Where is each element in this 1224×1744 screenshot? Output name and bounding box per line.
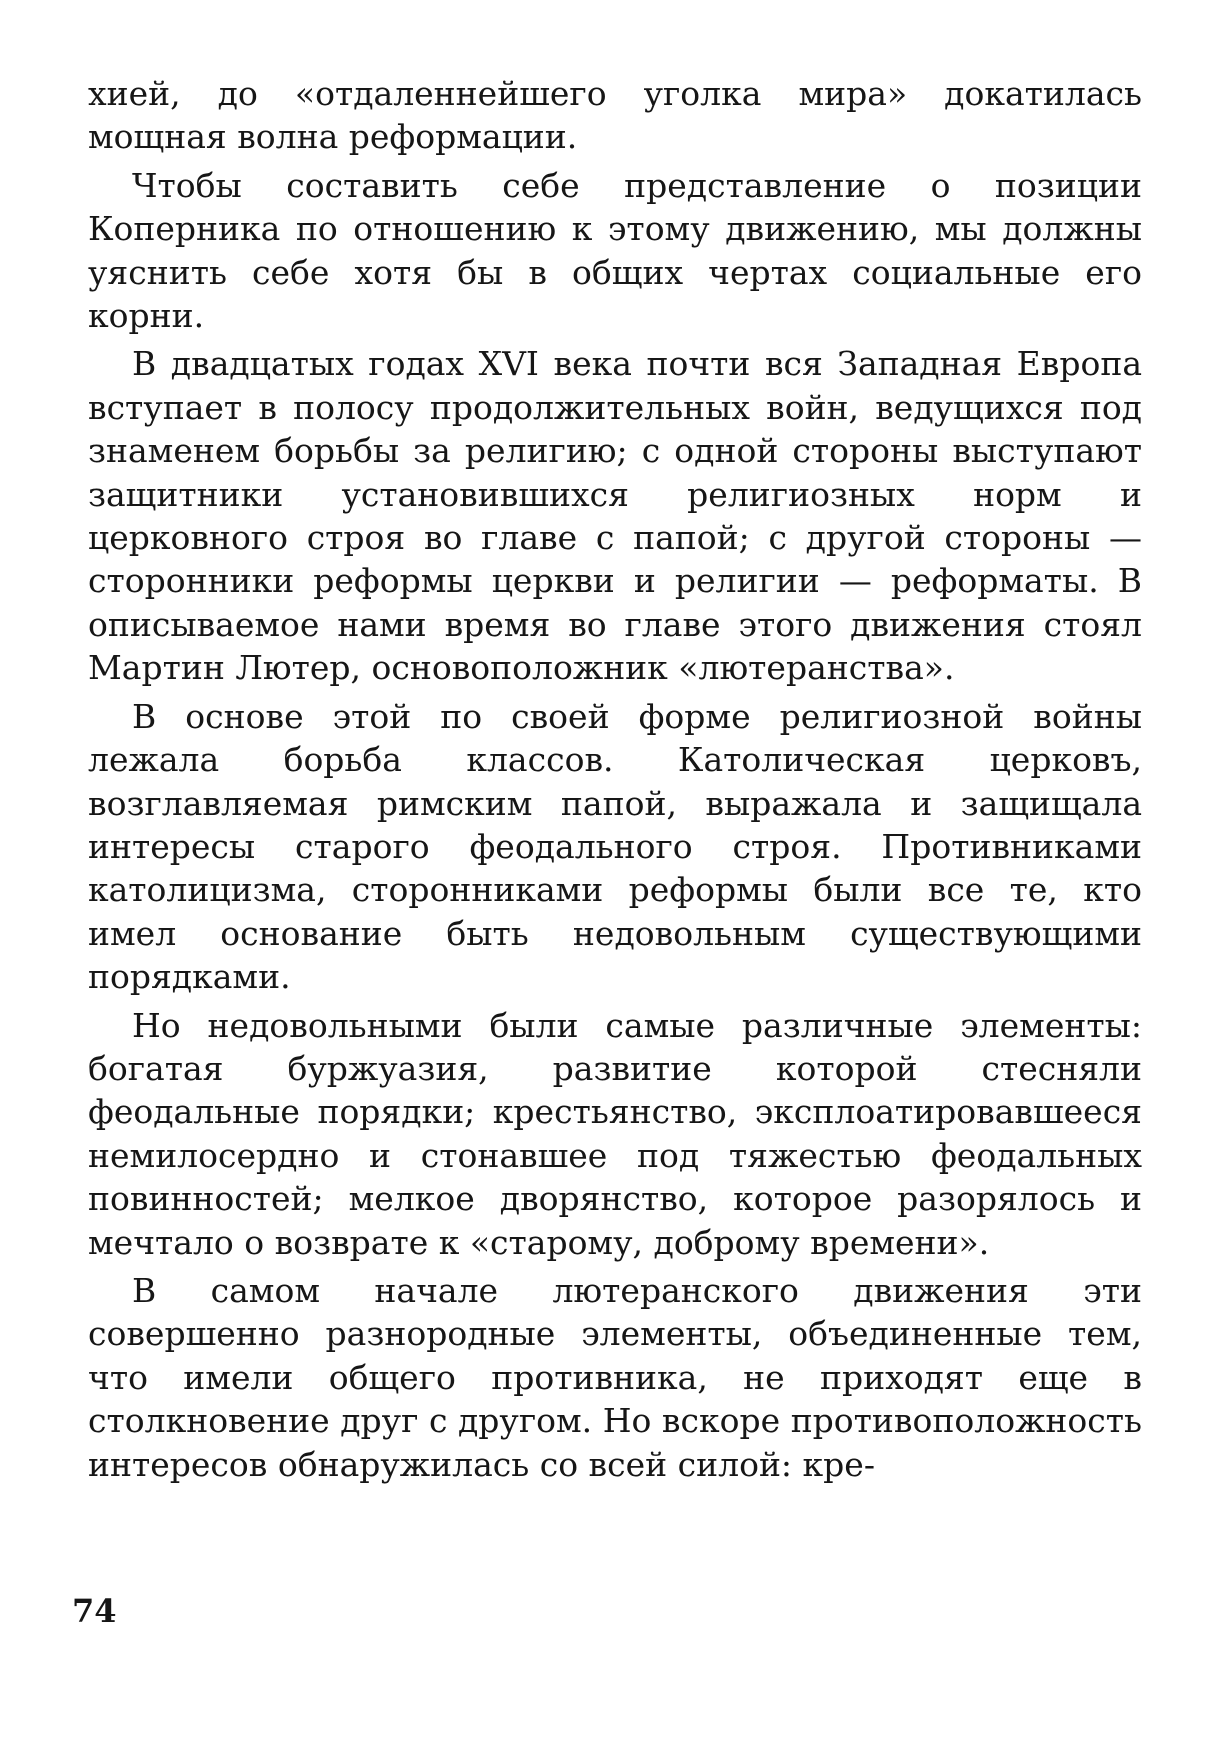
body-text xyxy=(88,72,1142,1491)
paragraph-6: В самом начале лютеранского движения эти совершенно разнородные элементы, объединенные тем, что имели общего противника, не приходят еще в столкновение друг с другом. Но вскоре противоположность интересов обнаружилась со всей силой: кре- xyxy=(88,1270,1142,1484)
paragraph-2: Чтобы составить себе представление о позиции Коперника по отношению к этому движению, мы должны уяснить себе хотя бы в общих чертах социальные его корни. xyxy=(88,165,1142,336)
page-number: 74 xyxy=(72,1592,117,1630)
paragraph-4: В основе этой по своей форме религиозной войны лежала борьба классов. Католическая церковъ, возглавляемая римским папой, выражала и защищала интересы старого феодального строя. Противниками католицизма, сторонниками реформы были все те, кто имел основание быть недовольным существующими порядками. xyxy=(88,696,1142,997)
paragraph-5: Но недовольными были самые различные элементы: богатая буржуазия, развитие которой стесняли феодальные порядки; крестьянство, эксплоатировавшееся немилосердно и стонавшее под тяжестью феодальных повинностей; мелкое дворянство, которое разорялось и мечтало о возврате к «старому, доброму времени». xyxy=(88,1005,1142,1262)
paragraph-1: хией, до «отдаленнейшего уголка мира» докатилась мощная волна реформации. xyxy=(88,74,1142,157)
paragraph-3: В двадцатых годах XVI века почти вся Западная Европа вступает в полосу продолжительных войн, ведущихся под знаменем борьбы за религию; с одной стороны выступают защитники установившихся религиозных норм и церковного строя во главе с папой; с другой стороны — сторонники реформы церкви и религии — реформаты. В описываемое нами время во главе этого движения стоял Мартин Лютер, основоположник «лютеранства». xyxy=(88,344,1142,688)
